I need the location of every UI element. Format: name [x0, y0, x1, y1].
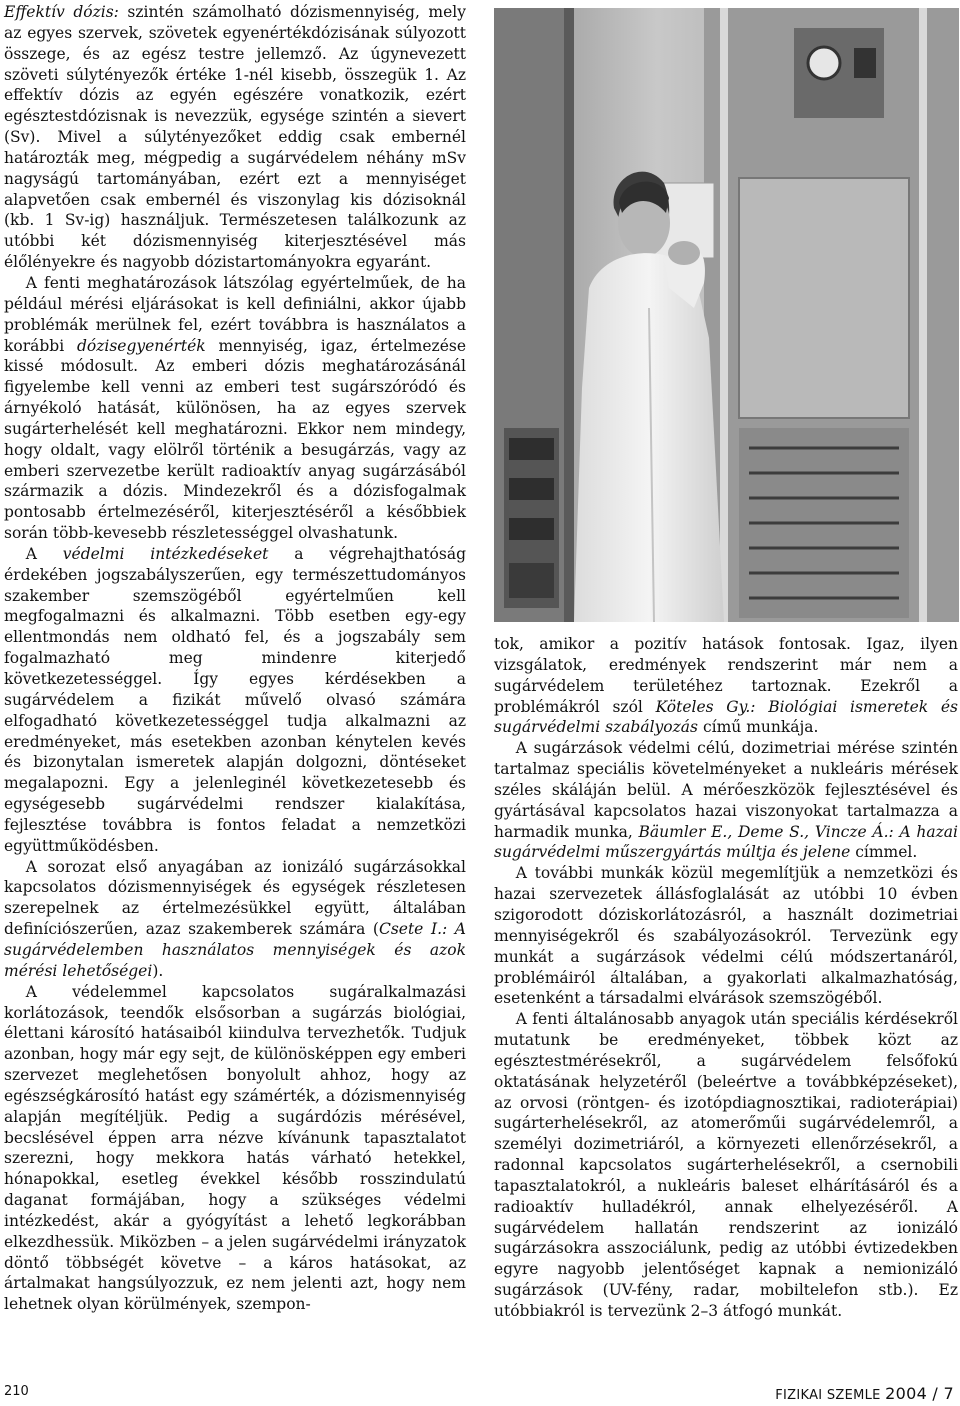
term: Effektív dózis:	[4, 3, 119, 21]
journal-footer	[775, 1384, 954, 1403]
issue-number: 2004 / 7	[885, 1384, 954, 1403]
paragraph: A védelmi intézkedéseket a végrehajthatóság érdekében jogszabályszerűen, egy természettudományos szakember szemszögéből egyértelműen kell megfogalmazni és alkalmazni. Több esetben egy-egy ellentmondás nem oldható fel, és a jogszabály sem fogalmazható meg mindenre kiterjedő következetességgel. Így egyes kérdésekben a sugárvédelem a fizikát művelő olvasó számára elfogadható következetességgel tudja alkalmazni az eredményeket, más esetekben azonban kénytelen kevés és bizonytalan ismeretek alapján dolgozni, döntéseket megalapozni. Egy a jelenleginél következetesebb és egységesebb sugárvédelmi rendszer kialakítása, fejlesztése továbbra is fontos feladat a nemzetközi együttműködésben.	[4, 544, 466, 855]
term: dózisegyenérték	[76, 336, 206, 355]
citation: Csete I.: A sugárvédelemben használatos mennyiségek és azok mérési lehetőségei	[4, 920, 466, 980]
paragraph: A sugárzások védelmi célú, dozimetriai mérése szintén tartalmaz speciális követelményeket a nukleáris mérések széles skáláján belül. A mérőeszközök fejlesztésével és gyártásával kapcsolatos hazai viszonyokat tartalmazza a harmadik munka, Bäumler E., Deme S., Vincze Á.: A hazai sugárvédelmi műszergyártás múltja és jelene címmel.	[494, 739, 958, 862]
right-column	[494, 634, 958, 1322]
paragraph: Effektív dózis: szintén számolható dózismennyiség, mely az egyes szervek, szövetek egyenértékdózisának súlyozott összege, és az egész testre jellemző. Az úgynevezett szöveti súlytényezők értéke 1-nél kisebb, összegük 1. Az effektív dózis az egyén egészére vonatkozik, ezért egésztestdózisnak is nevezzük, egysége szintén a sievert (Sv). Mivel a súlytényezőket eddig csak embernél határozták meg, mégpedig a sugárvédelem néhány mSv nagyságú tartományában, ezért ezt a mennyiséget alapvetően csak embernél és viszonylag kis dózisoknál (kb. 1 Sv-ig) használjuk. Természetesen találkozunk az utóbbi két dózismennyiség kiterjesztésével más élőlényekre és nagyobb dózistartományokra egyaránt.	[4, 3, 466, 272]
paragraph: A fenti meghatározások látszólag egyértelműek, de ha például mérési eljárásokat is kell definiálni, akkor újabb problémák merülnek fel, ezért továbbra is használatos a korábbi dózisegyenérték mennyiség, igaz, értelmezése kissé módosult. Az emberi dózis meghatározásánál figyelembe kell venni az emberi test sugárszóródó és árnyékoló hatását, különösen, ha az egyes szervek sugárterhelését kell meghatározni. Ekkor nem mindegy, hogy oldalt, vagy elölről történik a besugárzás, vagy az emberi szervezetbe került radioaktív anyag sugárzásából származik a dózis. Mindezekről és a dózisfogalmak pontosabb értelmezéséről, kiterjesztéséről a későbbiek során több-kevesebb részletességgel olvashatunk.	[4, 273, 466, 543]
paragraph: A további munkák közül megemlítjük a nemzetközi és hazai szervezetek állásfoglalását az utóbbi 10 évben szigorodott dóziskorlátozásról, a használt dozimetriai mennyiségekről és szabályozásokról. Tervezünk egy munkát a sugárzások védelmi célú módszertanáról, problémáiról általában, a gyakorlati alkalmazhatóság, esetenként a társadalmi elvárások szemszögéből.	[494, 864, 958, 1008]
photo-illustration	[494, 8, 959, 622]
term: védelmi intézkedéseket	[62, 544, 269, 563]
paragraph: tok, amikor a pozitív hatások fontosak. Igaz, ilyen vizsgálatok, eredmények rendszerint már nem a sugárvédelem területéhez tartoznak. Ezekről a problémákról szól Köteles Gy.: Biológiai ismeretek és sugárvédelmi szabályozás című munkája.	[494, 635, 958, 737]
journal-name: FIZIKAI SZEMLE	[775, 1388, 881, 1403]
paragraph: A sorozat első anyagában az ionizáló sugárzásokkal kapcsolatos dózismennyiségek és egységek részletesen szerepelnek az értelmezésükkel együtt, általában definíciószerűen, azaz szakemberek számára (Csete I.: A sugárvédelemben használatos mennyiségek és azok mérési lehetőségei).	[4, 857, 466, 980]
citation: Köteles Gy.: Biológiai ismeretek és sugárvédelmi szabályozás	[494, 697, 958, 737]
paragraph: A védelemmel kapcsolatos sugáralkalmazási korlátozások, teendők elsősorban a sugárzás biológiai, élettani károsító hatásaiból kiindulva tervezhetők. Tudjuk azonban, hogy már egy sejt, de különösképpen egy emberi szervezet meglehetősen bonyolult ahhoz, hogy az egészségkárosító hatást egy számérték, a dózismennyiség alapján megítéljük. Pedig a sugárdózis mérésével, becslésével éppen arra nézve kívánunk tapasztalatot szerezni, hogy mekkora hatás várható hetekkel, hónapokkal, esetleg évekkel később rosszindulatú daganat formájában, hogy a szükséges védelmi intézkedést, akár a gyógyítást a lehető legkorábban elkezdhessük. Miközben – a jelen sugárvédelmi irányzatok döntő többségét követve – a káros hatásokat, az ártalmakat hangsúlyozzuk, ez nem jelenti azt, hogy nem lehetnek olyan körülmények, szempon-	[4, 982, 466, 1314]
left-column	[4, 2, 466, 1315]
page-number: 210	[4, 1384, 29, 1399]
lab-photo	[494, 8, 959, 622]
paragraph: A fenti általánosabb anyagok után speciális kérdésekről mutatunk be eredményeket, többek közt az egésztestmérésekről, a sugárvédelem felsőfokú oktatásának helyzetéről (beleértve a továbbképzéseket), az orvosi (röntgen- és izotópdiagnosztikai, radioterápiai) sugárterhelésekről, az atomerőműi sugárvédelemről, a személyi dozimetriáról, a környezeti ellenőrzésekről, a radonnal kapcsolatos sugárterhelésekről, a csernobili tapasztalatokról, a nukleáris baleset elhárításáról és a radioaktív hulladékról, annak elhelyezéséről. A sugárvédelem hallatán rendszerint az ionizáló sugárzásokra asszociálunk, pedig az utóbbi évtizedekben egyre nagyobb jelentőséget kapnak a nemionizáló sugárzások (UV-fény, radar, mobiltelefon stb.). Ez utóbbiakról is tervezünk 2–3 átfogó munkát.	[494, 1010, 958, 1320]
citation: Bäumler E., Deme S., Vincze Á.: A hazai sugárvédelmi műszergyártás múltja és jelene	[494, 822, 958, 862]
